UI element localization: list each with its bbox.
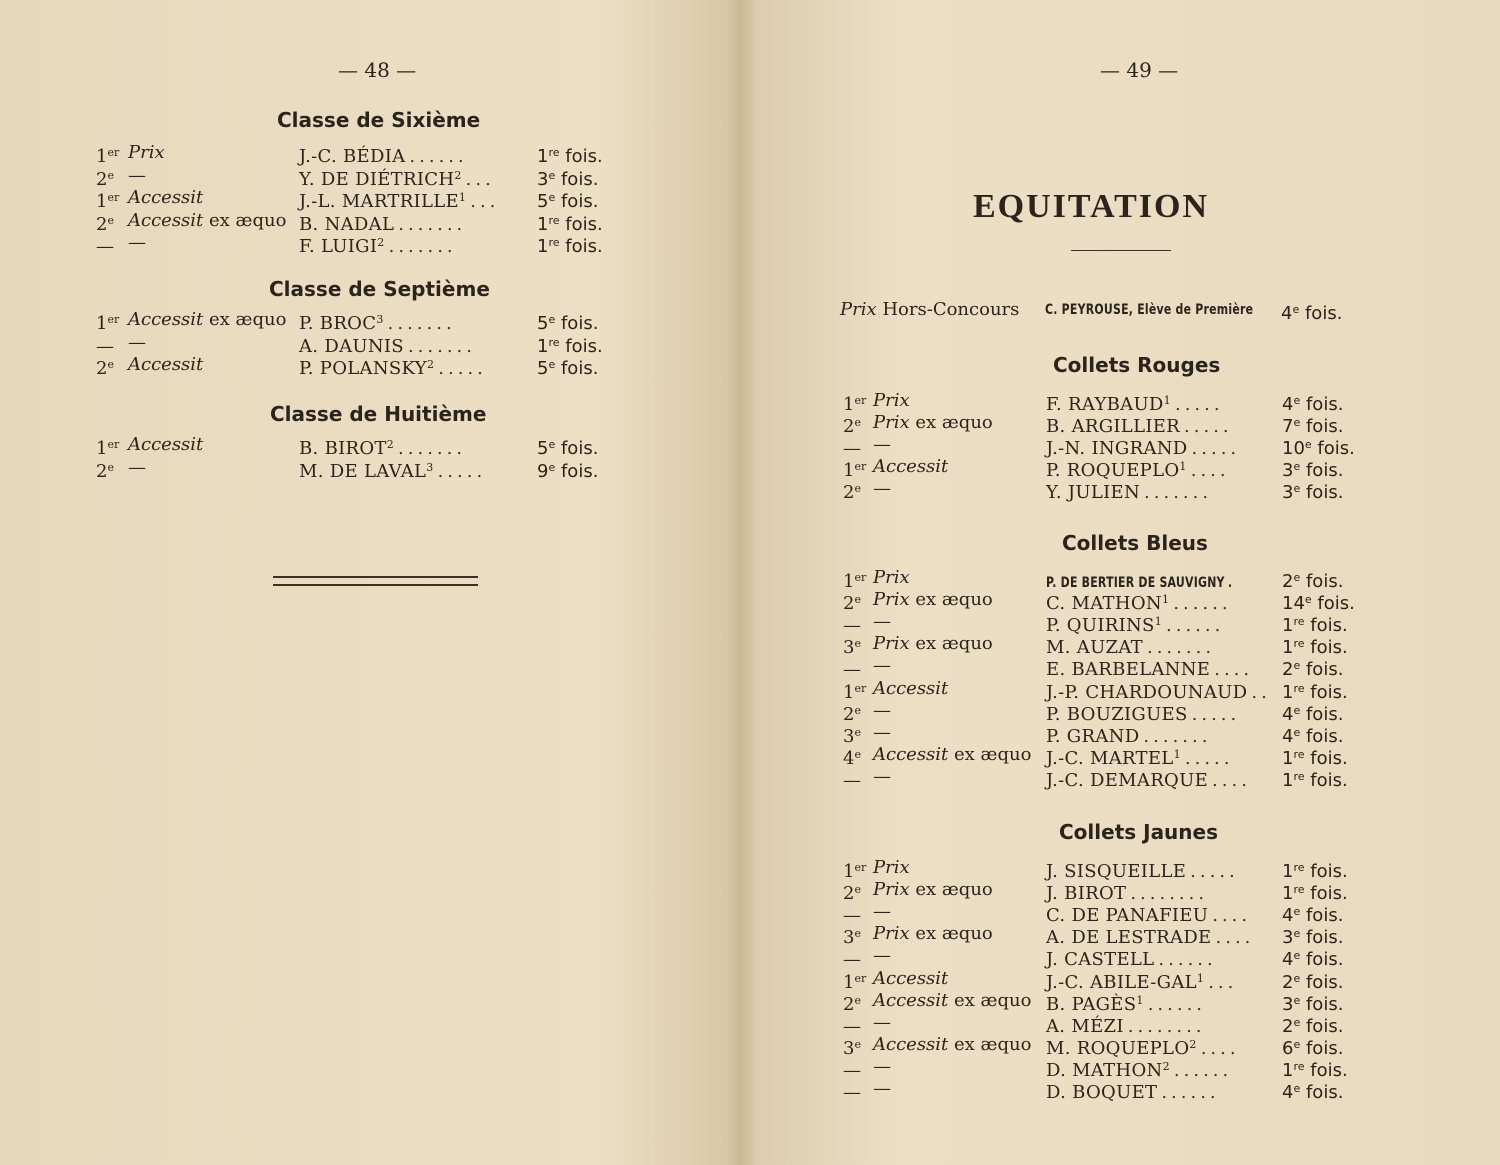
rank-label: 1er (843, 571, 867, 592)
student-name: P. POLANSKY$^2$ ..... (299, 358, 487, 379)
times-count: 4e fois. (1281, 303, 1343, 324)
award-label: — (128, 232, 146, 253)
student-name: Y. DE DIÉTRICH$^2$ ... (299, 169, 495, 190)
times-count: 4e fois. (1282, 726, 1344, 747)
student-name: J.-N. INGRAND ..... (1046, 438, 1241, 459)
rank-label: — (843, 1016, 861, 1037)
times-count: 4e fois. (1282, 394, 1344, 415)
hors-concours-row (840, 299, 1480, 324)
rank-label: — (843, 659, 861, 680)
award-label: — (873, 1078, 891, 1099)
award-row (0, 354, 700, 379)
award-row (760, 655, 1460, 680)
times-count: 9e fois. (537, 461, 599, 482)
times-count: 3e fois. (537, 169, 599, 190)
times-count: 1re fois. (1282, 770, 1348, 791)
award-row (760, 1056, 1460, 1081)
student-name: A. MÉZI ........ (1046, 1016, 1206, 1037)
section-heading: Classe de Septième (269, 277, 490, 301)
award-label: Accessit (873, 456, 949, 477)
award-row (0, 309, 700, 334)
award-row (760, 766, 1460, 791)
times-count: 3e fois. (1282, 460, 1344, 481)
award-row (760, 879, 1460, 904)
times-count: 2e fois. (1282, 659, 1344, 680)
times-count: 1re fois. (1282, 1060, 1348, 1081)
section-heading: Collets Bleus (1062, 531, 1208, 555)
award-row (0, 232, 700, 257)
student-name: B. BIROT$^2$ ....... (299, 438, 467, 459)
rank-label: 1er (843, 460, 867, 481)
times-count: 10e fois. (1282, 438, 1355, 459)
award-label: Prix ex æquo (873, 923, 993, 944)
award-row (760, 589, 1460, 614)
double-rule-divider (273, 576, 478, 586)
title-rule-divider (1071, 250, 1171, 251)
rank-label: 3e (843, 637, 861, 658)
award-row (760, 700, 1460, 725)
award-row (760, 390, 1460, 415)
times-count: 6e fois. (1282, 1038, 1344, 1059)
award-row (760, 1078, 1460, 1103)
award-row (760, 968, 1460, 993)
student-name: M. AUZAT ....... (1046, 637, 1216, 658)
award-label: — (128, 332, 146, 353)
times-count: 4e fois. (1282, 905, 1344, 926)
rank-label: 3e (843, 726, 861, 747)
rank-label: 1er (843, 394, 867, 415)
times-count: 3e fois. (1282, 482, 1344, 503)
times-count: 2e fois. (1282, 972, 1344, 993)
rank-label: — (843, 615, 861, 636)
times-count: 1re fois. (1282, 637, 1348, 658)
award-row (0, 332, 700, 357)
rank-label: 1er (843, 861, 867, 882)
rank-label: 2e (96, 461, 114, 482)
rank-label: 2e (843, 593, 861, 614)
award-row (0, 210, 700, 235)
times-count: 1re fois. (1282, 883, 1348, 904)
times-count: 14e fois. (1282, 593, 1355, 614)
section-heading: Classe de Huitième (270, 402, 487, 426)
page-number: — 49 — (1100, 58, 1179, 82)
student-name: D. MATHON$^2$ ...... (1046, 1060, 1233, 1081)
times-count: 3e fois. (1282, 927, 1344, 948)
award-row (0, 142, 700, 167)
times-count: 1re fois. (1282, 682, 1348, 703)
times-count: 1re fois. (537, 214, 603, 235)
student-name: F. LUIGI$^2$ ....... (299, 236, 457, 257)
rank-label: 1er (96, 438, 120, 459)
times-count: 1re fois. (1282, 615, 1348, 636)
award-label: Accessit (128, 354, 204, 375)
award-label: — (128, 165, 146, 186)
rank-label: 1er (96, 191, 120, 212)
award-label: Accessit ex æquo (873, 744, 1032, 765)
student-name: C. DE PANAFIEU .... (1046, 905, 1252, 926)
times-count: 4e fois. (1282, 1082, 1344, 1103)
student-name: M. DE LAVAL$^3$ ..... (299, 461, 487, 482)
times-count: 2e fois. (1282, 1016, 1344, 1037)
award-label: Prix ex æquo (873, 633, 993, 654)
rank-label: 3e (843, 1038, 861, 1059)
student-name: J.-C. BÉDIA ...... (299, 146, 468, 167)
student-name: E. BARBELANNE .... (1046, 659, 1254, 680)
award-row (760, 945, 1460, 970)
award-label: — (873, 722, 891, 743)
award-row (760, 678, 1460, 703)
left-page (0, 0, 740, 1165)
award-label: — (873, 478, 891, 499)
student-name: J.-C. DEMARQUE .... (1046, 770, 1251, 791)
award-label: Accessit (128, 434, 204, 455)
rank-label: 2e (843, 883, 861, 904)
student-name: A. DE LESTRADE .... (1046, 927, 1255, 948)
right-page (760, 0, 1500, 1165)
rank-label: — (843, 1060, 861, 1081)
award-label: — (873, 611, 891, 632)
award-label: Prix (873, 857, 910, 878)
student-name: J.-L. MARTRILLE$^1$ ... (299, 191, 500, 212)
award-label: Prix ex æquo (873, 879, 993, 900)
times-count: 5e fois. (537, 191, 599, 212)
times-count: 1re fois. (1282, 861, 1348, 882)
rank-label: 2e (843, 482, 861, 503)
award-label: Accessit (873, 678, 949, 699)
award-label: Accessit (873, 968, 949, 989)
student-name: B. PAGÈS$^1$ ...... (1046, 994, 1207, 1015)
rank-label: 2e (843, 704, 861, 725)
rank-label: 1er (96, 146, 120, 167)
award-label: — (873, 434, 891, 455)
student-name: B. NADAL ....... (299, 214, 467, 235)
student-name: D. BOQUET ...... (1046, 1082, 1220, 1103)
times-count: 1re fois. (537, 336, 603, 357)
award-row (760, 412, 1460, 437)
rank-label: 1er (96, 313, 120, 334)
student-name: P. BROC$^3$ ....... (299, 313, 456, 334)
rank-label: 4e (843, 748, 861, 769)
rank-label: 2e (96, 358, 114, 379)
student-name: J. SISQUEILLE ..... (1046, 861, 1239, 882)
student-name: P. DE BERTIER DE SAUVIGNY . (1046, 575, 1236, 591)
times-count: 5e fois. (537, 438, 599, 459)
section-heading: Classe de Sixième (277, 108, 481, 132)
student-name: J. CASTELL ...... (1046, 949, 1217, 970)
rank-label: — (843, 1082, 861, 1103)
award-label: Prix ex æquo (873, 589, 993, 610)
award-row (760, 456, 1460, 481)
award-label: Prix (873, 567, 910, 588)
times-count: 5e fois. (537, 313, 599, 334)
rank-label: — (96, 236, 114, 257)
award-label: — (873, 655, 891, 676)
award-row (760, 1034, 1460, 1059)
award-row (760, 744, 1460, 769)
times-count: 1re fois. (537, 236, 603, 257)
award-row (760, 633, 1460, 658)
rank-label: 2e (843, 994, 861, 1015)
student-name: A. DAUNIS ....... (299, 336, 476, 357)
award-row (0, 434, 700, 459)
times-count: 4e fois. (1282, 704, 1344, 725)
times-count: 5e fois. (537, 358, 599, 379)
rank-label: 2e (96, 169, 114, 190)
award-row (760, 478, 1460, 503)
rank-label: 2e (96, 214, 114, 235)
rank-label: — (96, 336, 114, 357)
award-row (760, 901, 1460, 926)
student-name: P. ROQUEPLO$^1$ .... (1046, 460, 1230, 481)
student-name: P. BOUZIGUES ..... (1046, 704, 1241, 725)
award-row (760, 857, 1460, 882)
award-row (0, 165, 700, 190)
rank-label: — (843, 949, 861, 970)
student-name: J.-P. CHARDOUNAUD .. (1046, 682, 1271, 703)
award-label: Prix ex æquo (873, 412, 993, 433)
award-label: Prix Hors-Concours (840, 299, 1020, 320)
award-row (0, 187, 700, 212)
rank-label: 1er (843, 972, 867, 993)
section-heading: Collets Rouges (1053, 353, 1221, 377)
student-name: F. RAYBAUD$^1$ ..... (1046, 394, 1224, 415)
award-label: Prix (873, 390, 910, 411)
rank-label: 3e (843, 927, 861, 948)
student-name: M. ROQUEPLO$^2$ .... (1046, 1038, 1240, 1059)
student-name: P. QUIRINS$^1$ ...... (1046, 615, 1225, 636)
rank-label: — (843, 438, 861, 459)
award-row (760, 611, 1460, 636)
award-row (760, 434, 1460, 459)
award-label: — (873, 700, 891, 721)
page-title: EQUITATION (973, 188, 1210, 225)
award-label: — (128, 457, 146, 478)
times-count: 1re fois. (537, 146, 603, 167)
times-count: 4e fois. (1282, 949, 1344, 970)
student-name: J.-C. MARTEL$^1$ ..... (1046, 748, 1234, 769)
award-label: Accessit ex æquo (128, 309, 287, 330)
times-count: 1re fois. (1282, 748, 1348, 769)
award-label: — (873, 901, 891, 922)
award-label: Accessit (128, 187, 204, 208)
award-label: — (873, 766, 891, 787)
student-name: P. GRAND ....... (1046, 726, 1212, 747)
award-row (760, 1012, 1460, 1037)
award-label: Accessit ex æquo (873, 1034, 1032, 1055)
student-name: B. ARGILLIER ..... (1046, 416, 1233, 437)
award-label: — (873, 1056, 891, 1077)
award-label: Accessit ex æquo (128, 210, 287, 231)
award-label: — (873, 945, 891, 966)
times-count: 7e fois. (1282, 416, 1344, 437)
student-name: J.-C. ABILE-GAL$^1$ ... (1046, 972, 1238, 993)
award-label: Prix (128, 142, 165, 163)
student-name: C. MATHON$^1$ ...... (1046, 593, 1232, 614)
award-label: — (873, 1012, 891, 1033)
award-row (760, 722, 1460, 747)
award-row (0, 457, 700, 482)
section-heading: Collets Jaunes (1059, 820, 1219, 844)
rank-label: — (843, 770, 861, 791)
award-row (760, 567, 1460, 592)
rank-label: 1er (843, 682, 867, 703)
award-row (760, 923, 1460, 948)
student-name: Y. JULIEN ....... (1046, 482, 1213, 503)
times-count: 3e fois. (1282, 994, 1344, 1015)
rank-label: — (843, 905, 861, 926)
page-number: — 48 — (338, 58, 417, 82)
student-name: J. BIROT ........ (1046, 883, 1209, 904)
award-label: Accessit ex æquo (873, 990, 1032, 1011)
award-row (760, 990, 1460, 1015)
student-name: C. PEYROUSE, Elève de Première (1045, 302, 1254, 318)
times-count: 2e fois. (1282, 571, 1344, 592)
rank-label: 2e (843, 416, 861, 437)
